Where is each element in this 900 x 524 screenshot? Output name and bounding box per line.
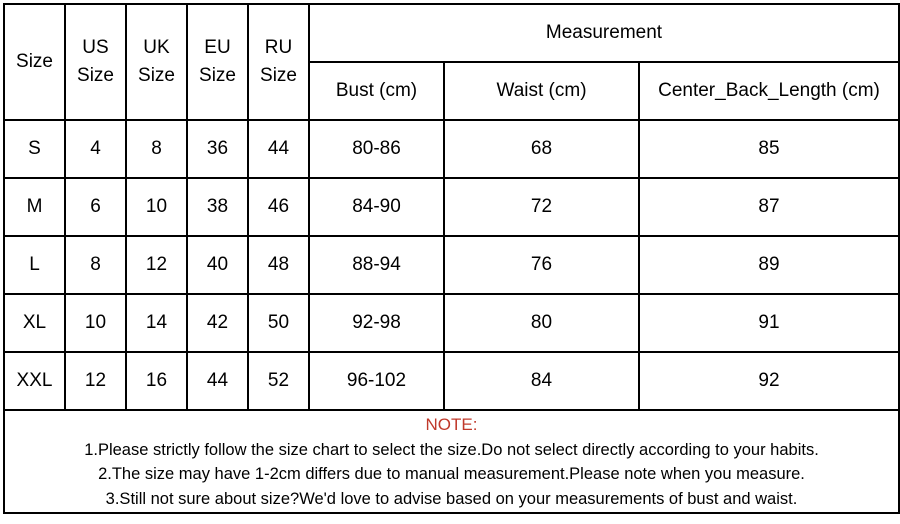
table-row: [4, 120, 899, 178]
cell-waist: 76: [444, 236, 639, 294]
cell-us: 12: [65, 352, 126, 410]
cell-cbl: 92: [639, 352, 899, 410]
size-table: [3, 3, 900, 514]
cell-cbl: 89: [639, 236, 899, 294]
header-measurement: Measurement: [309, 4, 899, 62]
table-row: [4, 178, 899, 236]
cell-waist: 84: [444, 352, 639, 410]
cell-cbl: 85: [639, 120, 899, 178]
cell-ru: 48: [248, 236, 309, 294]
note-box: [4, 410, 899, 513]
cell-size: M: [4, 178, 65, 236]
cell-ru: 44: [248, 120, 309, 178]
cell-uk: 14: [126, 294, 187, 352]
cell-cbl: 91: [639, 294, 899, 352]
cell-eu: 44: [187, 352, 248, 410]
header-us-size: US Size: [65, 4, 126, 120]
note-title: NOTE:: [425, 415, 478, 434]
cell-bust: 84-90: [309, 178, 444, 236]
header-uk-size: UK Size: [126, 4, 187, 120]
cell-ru: 46: [248, 178, 309, 236]
table-row: [4, 294, 899, 352]
cell-us: 10: [65, 294, 126, 352]
cell-uk: 12: [126, 236, 187, 294]
cell-eu: 38: [187, 178, 248, 236]
note-line-1: 1.Please strictly follow the size chart to select the size.Do not select directly according to your habits.: [84, 440, 819, 459]
cell-uk: 10: [126, 178, 187, 236]
header-size: Size: [4, 4, 65, 120]
header-eu-size: EU Size: [187, 4, 248, 120]
cell-bust: 92-98: [309, 294, 444, 352]
cell-bust: 80-86: [309, 120, 444, 178]
cell-ru: 50: [248, 294, 309, 352]
note-line-3: 3.Still not sure about size?We'd love to advise based on your measurements of bust and waist.: [105, 490, 798, 509]
cell-bust: 96-102: [309, 352, 444, 410]
header-ru-size: RU Size: [248, 4, 309, 120]
cell-us: 6: [65, 178, 126, 236]
cell-size: S: [4, 120, 65, 178]
note-row: [4, 410, 899, 513]
cell-eu: 36: [187, 120, 248, 178]
table-row: [4, 236, 899, 294]
cell-us: 4: [65, 120, 126, 178]
cell-size: L: [4, 236, 65, 294]
table-row: [4, 352, 899, 410]
header-center-back-length: Center_Back_Length (cm): [639, 62, 899, 120]
header-row-1: [4, 4, 899, 62]
cell-cbl: 87: [639, 178, 899, 236]
cell-size: XL: [4, 294, 65, 352]
cell-us: 8: [65, 236, 126, 294]
cell-bust: 88-94: [309, 236, 444, 294]
header-bust: Bust (cm): [309, 62, 444, 120]
cell-waist: 80: [444, 294, 639, 352]
cell-uk: 16: [126, 352, 187, 410]
cell-eu: 40: [187, 236, 248, 294]
cell-waist: 68: [444, 120, 639, 178]
cell-eu: 42: [187, 294, 248, 352]
header-waist: Waist (cm): [444, 62, 639, 120]
note-line-2: 2.The size may have 1-2cm differs due to manual measurement.Please note when you measure.: [98, 465, 805, 484]
cell-ru: 52: [248, 352, 309, 410]
cell-uk: 8: [126, 120, 187, 178]
cell-waist: 72: [444, 178, 639, 236]
cell-size: XXL: [4, 352, 65, 410]
